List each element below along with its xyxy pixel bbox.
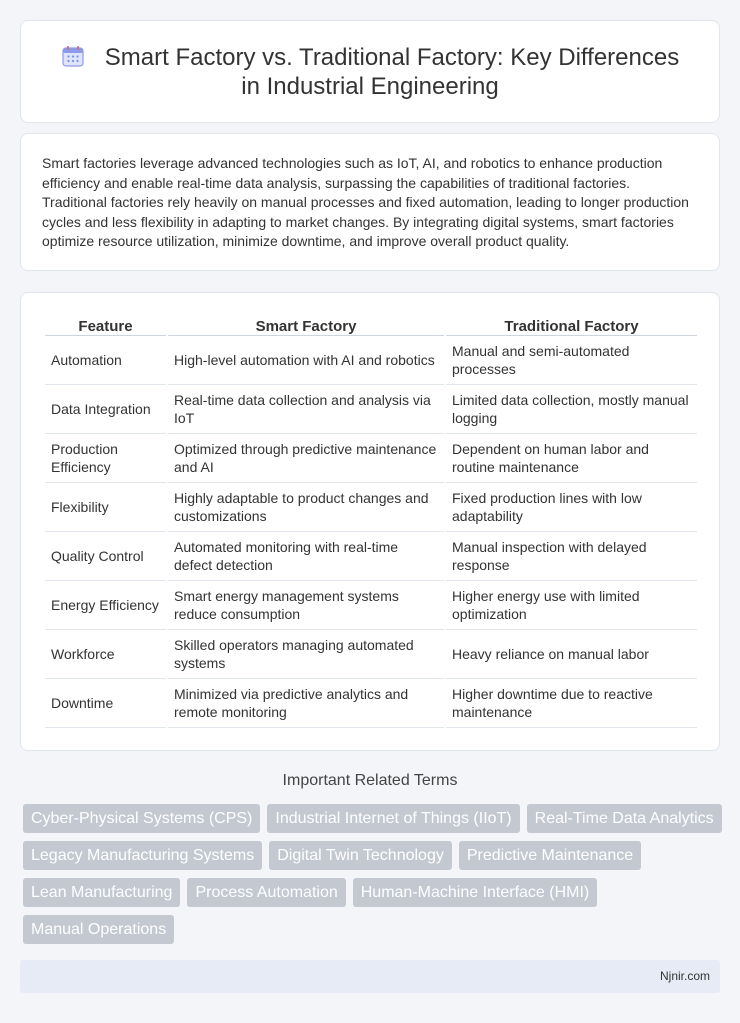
table-row (45, 679, 697, 728)
table-row (45, 336, 697, 385)
title-card (20, 20, 720, 123)
smart-cell: High-level automation with AI and robotics (168, 336, 444, 385)
feature-cell: Flexibility (45, 483, 166, 532)
smart-cell: Real-time data collection and analysis via IoT (168, 385, 444, 434)
calendar-icon (61, 44, 85, 68)
traditional-cell: Higher downtime due to reactive maintenance (446, 679, 697, 728)
table-header-row (45, 315, 697, 336)
related-term-tag[interactable]: Legacy Manufacturing Systems (23, 841, 262, 870)
feature-cell: Production Efficiency (45, 434, 166, 483)
related-term-tag[interactable]: Manual Operations (23, 915, 174, 944)
comparison-card (20, 292, 720, 751)
traditional-cell: Manual and semi-automated processes (446, 336, 697, 385)
page-title-text: Smart Factory vs. Traditional Factory: Key Differences in Industrial Engineering (104, 44, 680, 100)
smart-cell: Minimized via predictive analytics and remote monitoring (168, 679, 444, 728)
related-terms-title: Important Related Terms (282, 772, 458, 789)
intro-text: Smart factories leverage advanced technologies such as IoT, AI, and robotics to enhance production efficiency and enable real-time data analysis, surpassing the capabilities of traditional factories. Traditional factories rely heavily on manual processes and fixed automation, leading to longer production cycles and less flexibility in adapting to market changes. By integrating digital systems, smart factories optimize resource utilization, minimize downtime, and improve overall product quality. (42, 155, 689, 249)
smart-cell: Highly adaptable to product changes and customizations (168, 483, 444, 532)
table-row (45, 630, 697, 679)
intro-card (20, 133, 720, 271)
traditional-cell: Heavy reliance on manual labor (446, 630, 697, 679)
footer (20, 960, 720, 993)
related-terms-list (23, 804, 723, 944)
smart-cell: Skilled operators managing automated systems (168, 630, 444, 679)
related-term-tag[interactable]: Digital Twin Technology (269, 841, 452, 870)
smart-cell: Automated monitoring with real-time defect detection (168, 532, 444, 581)
feature-cell: Quality Control (45, 532, 166, 581)
smart-cell: Optimized through predictive maintenance and AI (168, 434, 444, 483)
traditional-cell: Dependent on human labor and routine maintenance (446, 434, 697, 483)
table-row (45, 483, 697, 532)
traditional-cell: Higher energy use with limited optimization (446, 581, 697, 630)
related-term-tag[interactable]: Real-Time Data Analytics (527, 804, 722, 833)
related-term-tag[interactable]: Process Automation (187, 878, 345, 907)
page-title (51, 43, 689, 101)
feature-cell: Energy Efficiency (45, 581, 166, 630)
header-smart-factory: Smart Factory (168, 315, 444, 336)
related-term-tag[interactable]: Predictive Maintenance (459, 841, 641, 870)
smart-cell: Smart energy management systems reduce consumption (168, 581, 444, 630)
header-traditional-factory: Traditional Factory (446, 315, 697, 336)
feature-cell: Downtime (45, 679, 166, 728)
footer-site-name[interactable]: Njnir.com (659, 969, 710, 983)
comparison-table (43, 315, 699, 728)
table-row (45, 532, 697, 581)
table-row (45, 434, 697, 483)
related-term-tag[interactable]: Industrial Internet of Things (IIoT) (267, 804, 519, 833)
related-term-tag[interactable]: Lean Manufacturing (23, 878, 180, 907)
traditional-cell: Limited data collection, mostly manual logging (446, 385, 697, 434)
related-term-tag[interactable]: Human-Machine Interface (HMI) (353, 878, 598, 907)
header-feature: Feature (45, 315, 166, 336)
table-row (45, 581, 697, 630)
feature-cell: Data Integration (45, 385, 166, 434)
feature-cell: Workforce (45, 630, 166, 679)
traditional-cell: Fixed production lines with low adaptability (446, 483, 697, 532)
traditional-cell: Manual inspection with delayed response (446, 532, 697, 581)
related-term-tag[interactable]: Cyber-Physical Systems (CPS) (23, 804, 260, 833)
feature-cell: Automation (45, 336, 166, 385)
table-row (45, 385, 697, 434)
